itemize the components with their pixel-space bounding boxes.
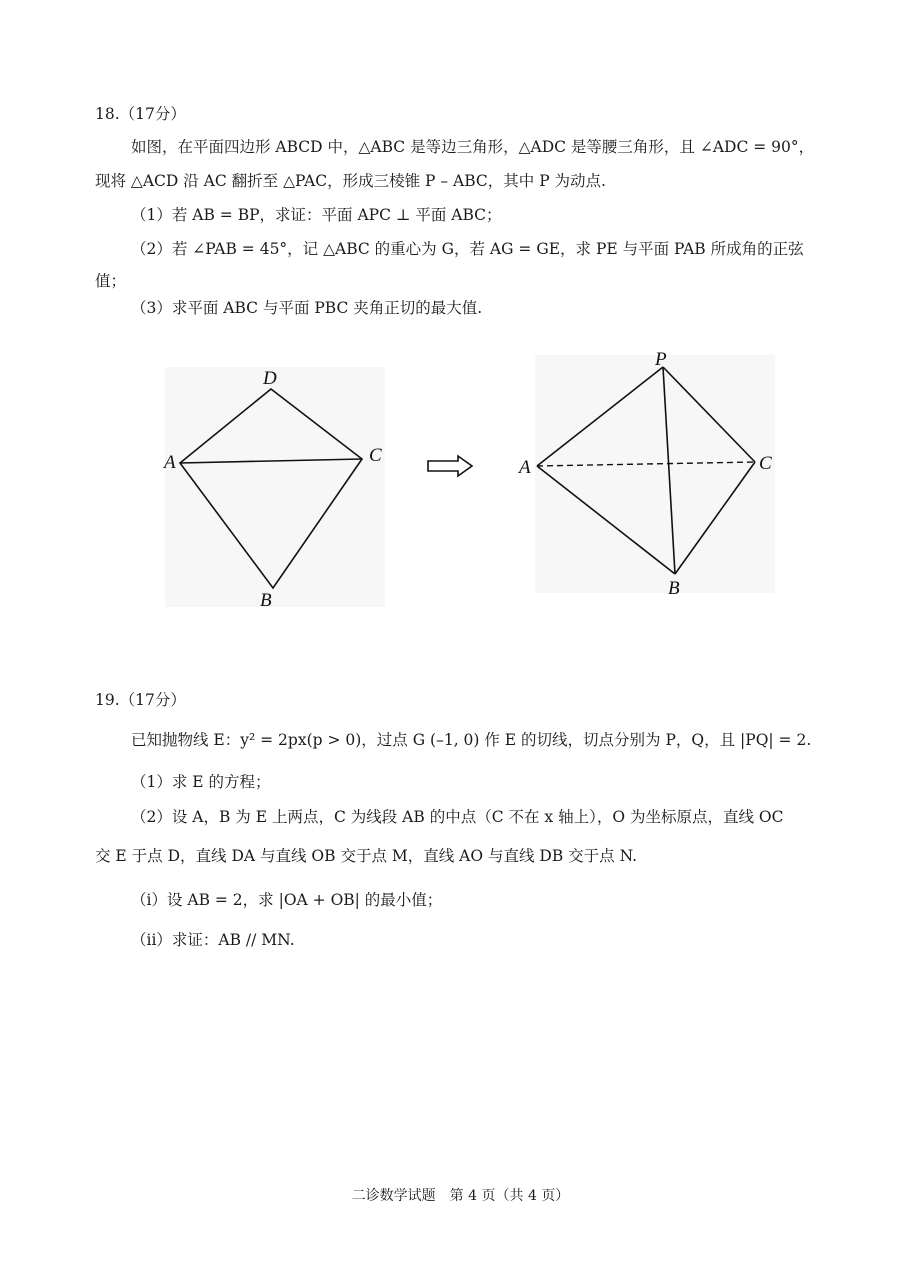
q18-header: 18.（17分） bbox=[95, 105, 186, 123]
label-d: D bbox=[263, 368, 277, 389]
q18-part1: （1）若 AB = BP，求证：平面 APC ⊥ 平面 ABC； bbox=[131, 206, 502, 224]
figure-tetrahedron-pabc bbox=[515, 345, 785, 605]
q18-intro-line2: 现将 △ACD 沿 AC 翻折至 △PAC，形成三棱锥 P – ABC，其中 P 为动点. bbox=[95, 172, 606, 190]
label-b: B bbox=[260, 590, 272, 611]
q18-part2-line1: （2）若 ∠PAB = 45°，记 △ABC 的重心为 G，若 AG = GE，求 PE 与平面 PAB 所成角的正弦 bbox=[131, 240, 804, 258]
q18-intro-line1: 如图，在平面四边形 ABCD 中，△ABC 是等边三角形，△ADC 是等腰三角形，且 ∠ADC = 90°， bbox=[131, 138, 815, 156]
label-c: C bbox=[369, 445, 382, 466]
q18-part3: （3）求平面 ABC 与平面 PBC 夹角正切的最大值. bbox=[131, 299, 483, 317]
label-p: P bbox=[655, 349, 667, 370]
label-a: A bbox=[164, 452, 176, 473]
q19-part1: （1）求 E 的方程； bbox=[131, 773, 271, 791]
q18-part2-line2: 值； bbox=[95, 272, 127, 290]
q19-part2-i: （i）设 AB = 2，求 |OA + OB| 的最小值； bbox=[131, 891, 443, 909]
figure-quadrilateral-abcd bbox=[150, 355, 400, 625]
q19-part2-line2: 交 E 于点 D，直线 DA 与直线 OB 交于点 M，直线 AO 与直线 DB 交于点 N. bbox=[95, 847, 638, 865]
label-c: C bbox=[759, 453, 772, 474]
fold-arrow-icon bbox=[426, 453, 476, 479]
q19-header: 19.（17分） bbox=[95, 691, 186, 709]
q19-part2-line1: （2）设 A，B 为 E 上两点，C 为线段 AB 的中点（C 不在 x 轴上），O 为坐标原点，直线 OC bbox=[131, 808, 784, 826]
q19-intro: 已知抛物线 E：y² = 2px(p > 0)，过点 G (–1, 0) 作 E 的切线，切点分别为 P，Q，且 |PQ| = 2. bbox=[131, 731, 812, 749]
q19-part2-ii: （ii）求证：AB // MN. bbox=[131, 931, 295, 949]
page-footer: 二诊数学试题 第 4 页（共 4 页） bbox=[351, 1188, 570, 1204]
label-a: A bbox=[519, 457, 531, 478]
label-b: B bbox=[668, 578, 680, 599]
